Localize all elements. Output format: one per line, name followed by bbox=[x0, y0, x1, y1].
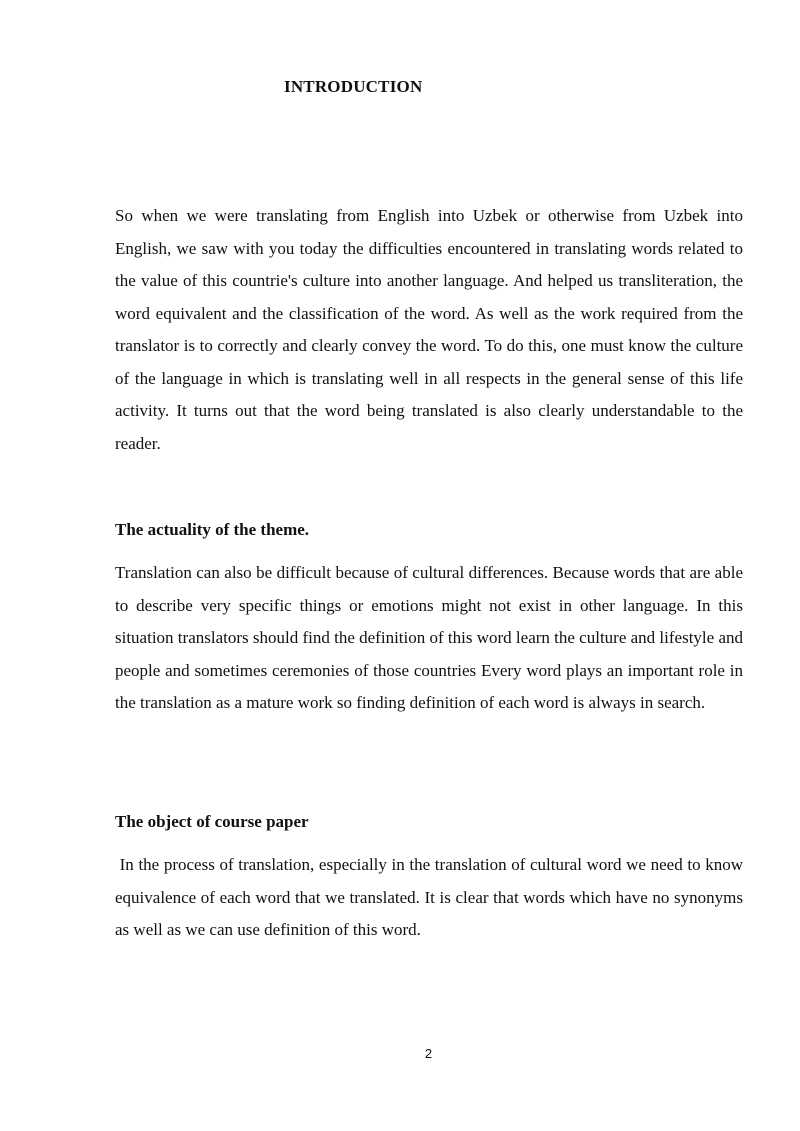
section-body-actuality: Translation can also be difficult because of cultural differences. Because words that are able to describe very specific things or emotions might not exist in other language. In this situation translators should find the definition of this word learn the culture and lifestyle and people and sometimes ceremonies of those countries Every word plays an important role in the translation as a mature work so finding definition of each word is always in search. bbox=[115, 563, 743, 712]
page-number: 2 bbox=[424, 1046, 433, 1061]
section-heading-object: The object of course paper bbox=[115, 812, 309, 831]
page-title: INTRODUCTION bbox=[284, 77, 423, 96]
intro-paragraph: So when we were translating from English into Uzbek or otherwise from Uzbek into English, we saw with you today the difficulties encountered in translating words related to the value of this countrie's culture into another language. And helped us transliteration, the word equivalent and the classification of the word. As well as the work required from the translator is to correctly and clearly convey the word. To do this, one must know the culture of the language in which is translating well in all respects in the general sense of this life activity. It turns out that the word being translated is also clearly understandable to the reader. bbox=[115, 206, 743, 453]
section-heading-actuality: The actuality of the theme. bbox=[115, 520, 310, 539]
section-body-object: In the process of translation, especially in the translation of cultural word we need to know equivalence of each word that we translated. It is clear that words which have no synonyms as well as we can use definition of this word. bbox=[115, 855, 748, 939]
